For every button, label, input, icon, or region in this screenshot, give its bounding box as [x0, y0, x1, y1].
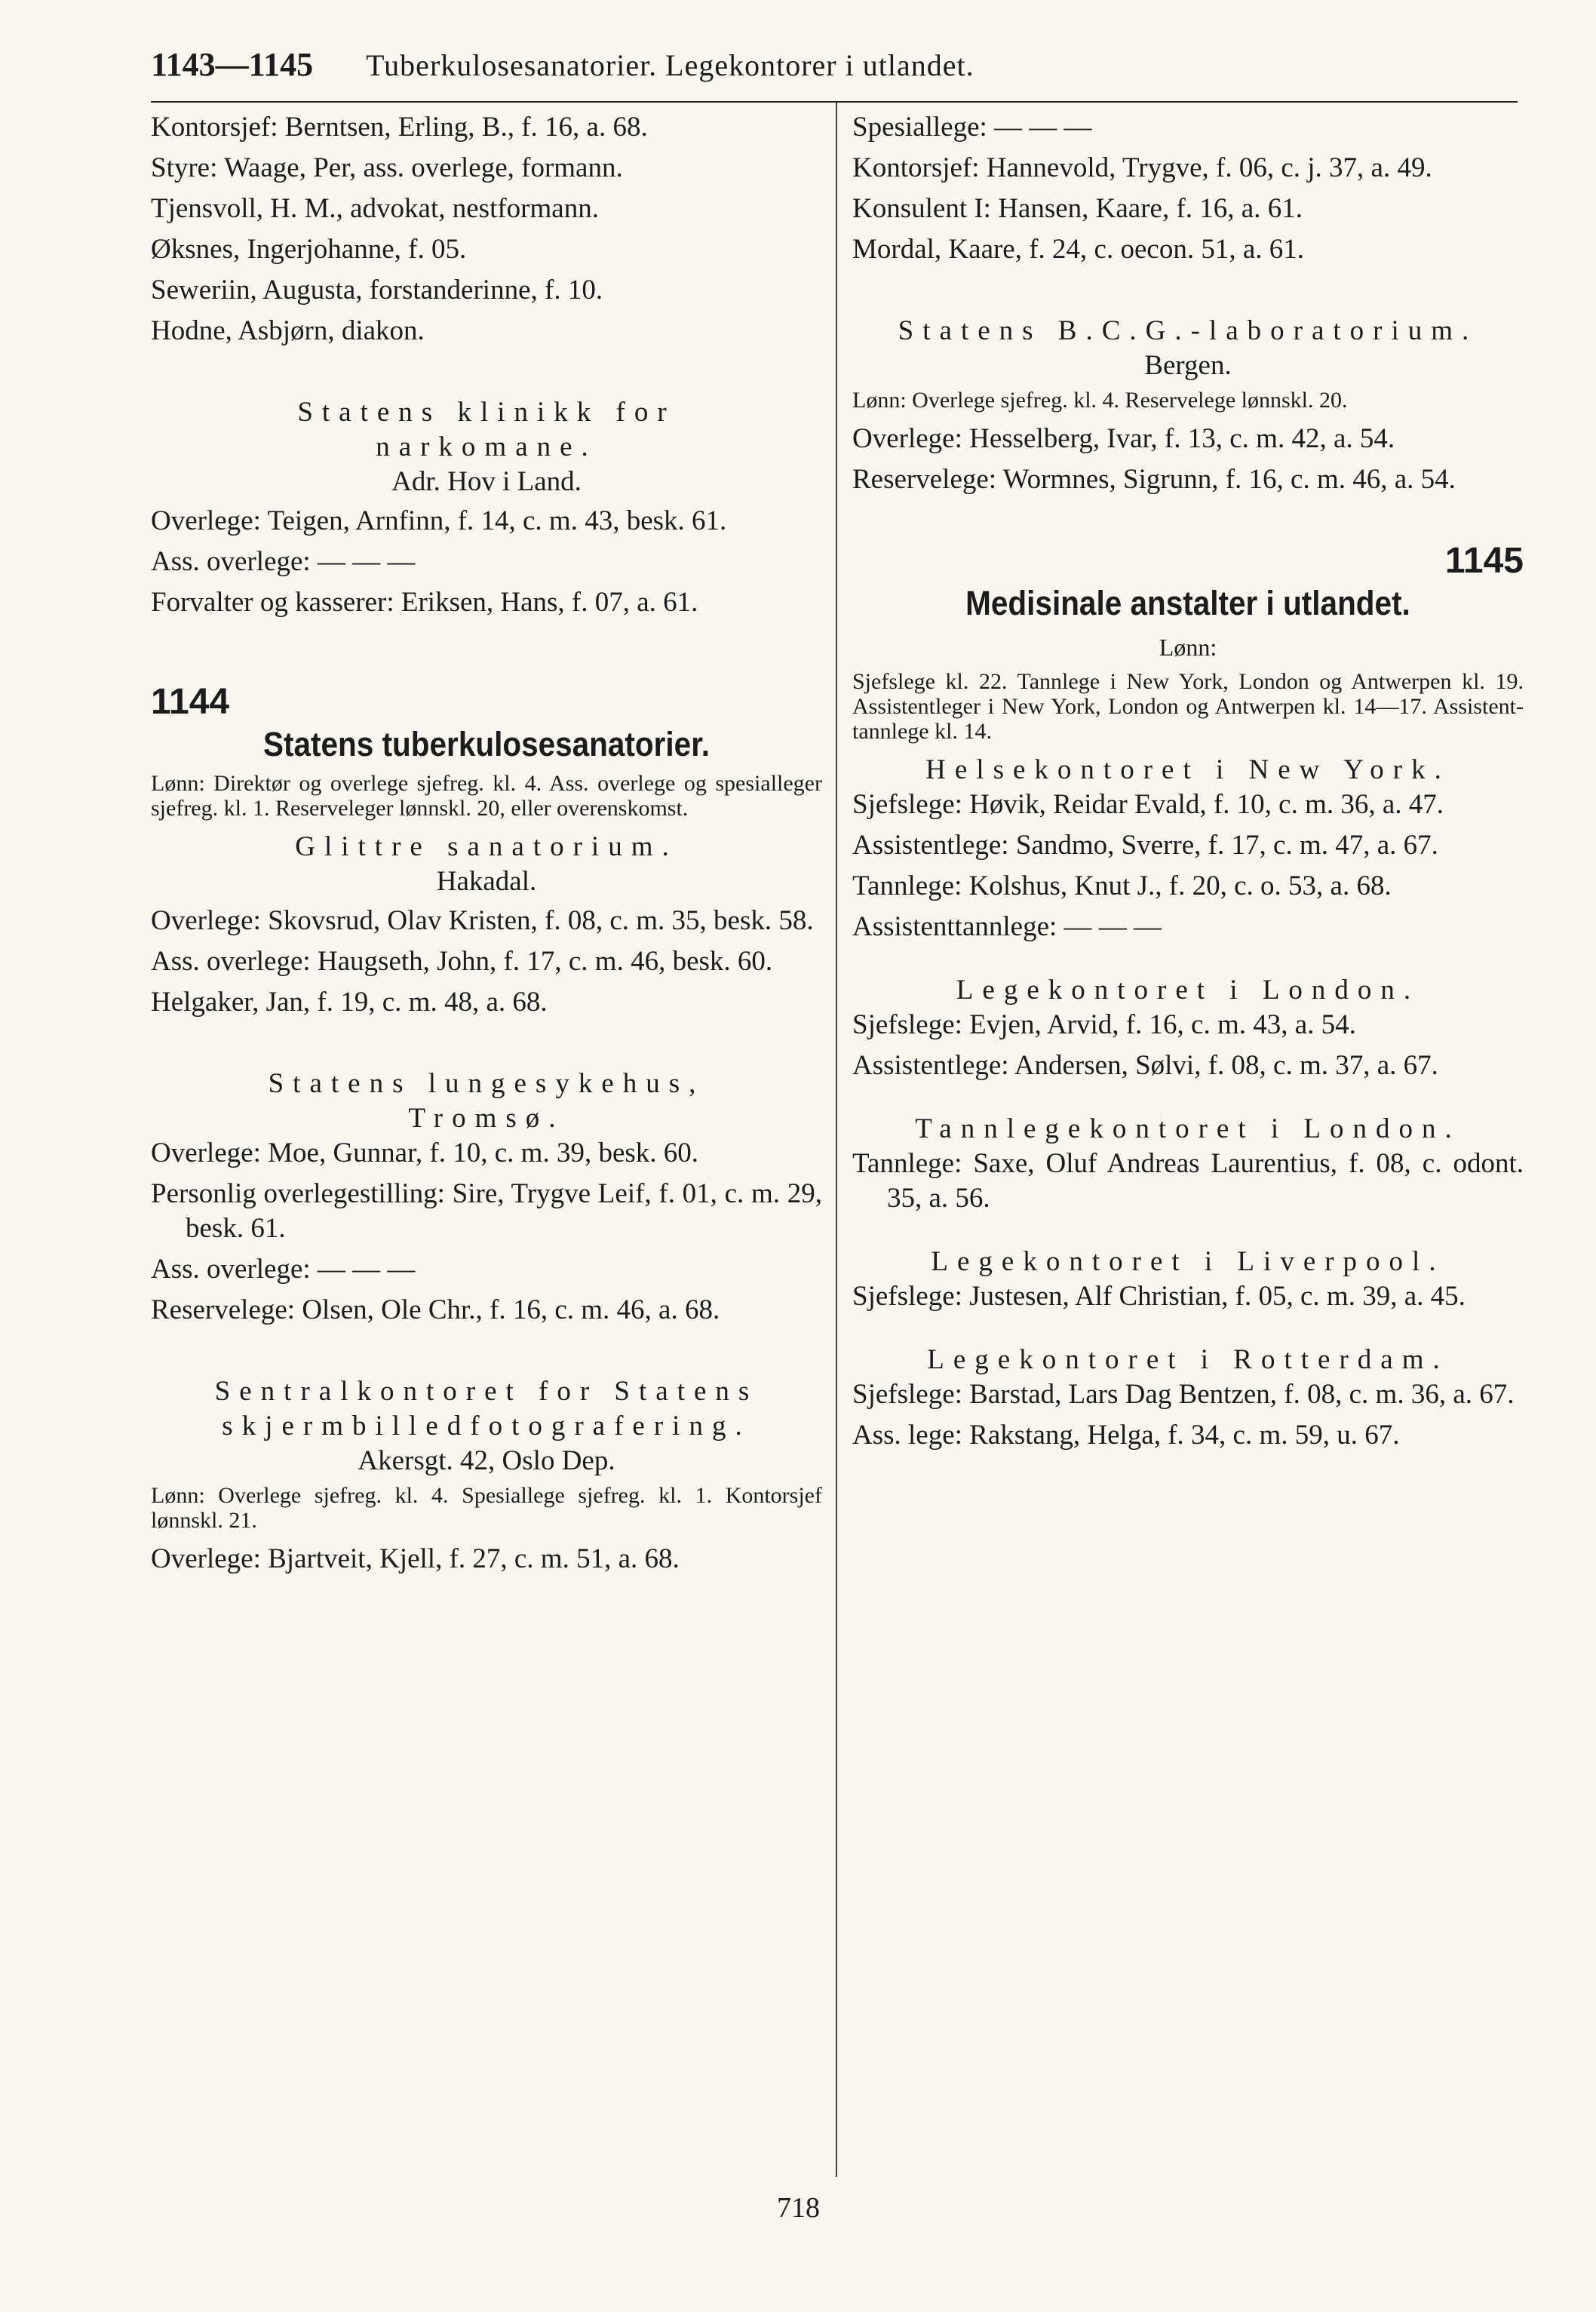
salary-heading: Lønn:: [1159, 634, 1217, 661]
salary-note: Sjefslege kl. 22. Tannlege i New York, London og Antwerpen kl. 19. Assistentleger i New York, London og Antwerpen kl. 14—17. Assistent-tannlege kl. 14.: [852, 669, 1524, 744]
entry: Reservelege: Olsen, Ole Chr., f. 16, c. m. 46, a. 68.: [151, 1294, 720, 1325]
entry: Personlig overlegestilling: Sire, Trygve Leif, f. 01, c. m. 29, besk. 61.: [151, 1178, 822, 1244]
institution-address: Hakadal.: [436, 866, 537, 897]
entry: Assistentlege: Andersen, Sølvi, f. 08, c. m. 37, a. 67.: [852, 1050, 1438, 1081]
entry: Kontorsjef: Hannevold, Trygve, f. 06, c. j. 37, a. 49.: [852, 152, 1432, 183]
section-number: 1144: [151, 682, 230, 722]
institution-address: Bergen.: [1144, 350, 1232, 381]
institution-name: skjermbilledfotografering.: [222, 1411, 751, 1442]
entry: Hodne, Asbjørn, diakon.: [151, 315, 425, 346]
institution-name: Legekontoret i London.: [956, 975, 1420, 1006]
entry: Mordal, Kaare, f. 24, c. oecon. 51, a. 61.: [852, 234, 1304, 265]
institution-name: Helsekontoret i New York.: [925, 754, 1450, 785]
entry: Seweriin, Augusta, forstanderinne, f. 10.: [151, 275, 603, 306]
entry: Tjensvoll, H. M., advokat, nestformann.: [151, 193, 599, 224]
entry: Overlege: Moe, Gunnar, f. 10, c. m. 39, besk. 60.: [151, 1138, 699, 1168]
entry: Sjefslege: Høvik, Reidar Evald, f. 10, c. m. 36, a. 47.: [852, 789, 1444, 820]
entry: Overlege: Hesselberg, Ivar, f. 13, c. m. 42, a. 54.: [852, 423, 1395, 454]
entry: Kontorsjef: Berntsen, Erling, B., f. 16, a. 68.: [151, 112, 648, 143]
entry: Sjefslege: Evjen, Arvid, f. 16, c. m. 43, a. 54.: [852, 1009, 1356, 1040]
right-column: [852, 110, 1524, 1459]
left-column: [151, 110, 822, 1583]
entry: Konsulent I: Hansen, Kaare, f. 16, a. 61.: [852, 193, 1303, 224]
entry: Overlege: Bjartveit, Kjell, f. 27, c. m. 51, a. 68.: [151, 1543, 680, 1574]
institution-name: Sentralkontoret for Statens: [214, 1376, 759, 1407]
salary-note: Lønn: Overlege sjefreg. kl. 4. Reservelege lønnskl. 20.: [852, 388, 1348, 413]
header-rule: [151, 101, 1518, 103]
institution-name: Statens B.C.G.-laboratorium.: [898, 315, 1478, 346]
salary-note: Lønn: Direktør og overlege sjefreg. kl. 4. Ass. overlege og spesialleger sjefreg. kl. 1. Reserveleger lønnskl. 20, eller overenskomst.: [151, 771, 822, 821]
section-title: Statens tuberkulosesanatorier.: [263, 725, 710, 763]
entry: Tannlege: Kolshus, Knut J., f. 20, c. o. 53, a. 68.: [852, 870, 1392, 901]
running-title: Tuberkulosesanatorier. Legekontorer i utlandet.: [366, 48, 974, 82]
institution-name: Tannlegekontoret i London.: [915, 1113, 1461, 1144]
institution-name: Legekontoret i Liverpool.: [931, 1246, 1445, 1277]
entry: Ass. lege: Rakstang, Helga, f. 34, c. m. 59, u. 67.: [852, 1420, 1400, 1451]
entry: Overlege: Skovsrud, Olav Kristen, f. 08, c. m. 35, besk. 58.: [151, 905, 814, 936]
institution-address: Akersgt. 42, Oslo Dep.: [358, 1445, 615, 1476]
section-title: Medisinale anstalter i utlandet.: [965, 584, 1410, 622]
entry: Reservelege: Wormnes, Sigrunn, f. 16, c. m. 46, a. 54.: [852, 464, 1456, 495]
column-divider: [836, 103, 837, 2177]
institution-name: Tromsø.: [408, 1103, 565, 1134]
entry: Helgaker, Jan, f. 19, c. m. 48, a. 68.: [151, 987, 548, 1018]
entry: Sjefslege: Barstad, Lars Dag Bentzen, f. 08, c. m. 36, a. 67.: [852, 1379, 1515, 1410]
entry: Øksnes, Ingerjohanne, f. 05.: [151, 234, 467, 265]
entry: Ass. overlege: — — —: [151, 546, 416, 577]
salary-note: Lønn: Overlege sjefreg. kl. 4. Spesiallege sjefreg. kl. 1. Kontorsjef lønnskl. 21.: [151, 1483, 822, 1533]
page-header: [151, 45, 1516, 84]
entry: Spesiallege: — — —: [852, 112, 1092, 143]
section-number: 1145: [1444, 541, 1524, 581]
institution-name: Statens klinikk for: [297, 397, 676, 428]
entry: Overlege: Teigen, Arnfinn, f. 14, c. m. 43, besk. 61.: [151, 505, 727, 536]
entry: Tannlege: Saxe, Oluf Andreas Laurentius, f. 08, c. odont. 35, a. 56.: [852, 1148, 1524, 1214]
institution-address: Adr. Hov i Land.: [391, 466, 582, 497]
entry: Ass. overlege: — — —: [151, 1254, 416, 1285]
institution-name: Statens lungesykehus,: [268, 1068, 705, 1099]
entry: Ass. overlege: Haugseth, John, f. 17, c. m. 46, besk. 60.: [151, 946, 773, 977]
entry: Forvalter og kasserer: Eriksen, Hans, f. 07, a. 61.: [151, 587, 698, 618]
entry: Styre: Waage, Per, ass. overlege, formann.: [151, 152, 623, 183]
entry: Assistenttannlege: — — —: [852, 911, 1162, 942]
institution-name: narkomane.: [376, 431, 597, 462]
entry: Sjefslege: Justesen, Alf Christian, f. 05, c. m. 39, a. 45.: [852, 1281, 1466, 1312]
institution-name: Glittre sanatorium.: [295, 831, 678, 862]
entry: Assistentlege: Sandmo, Sverre, f. 17, c. m. 47, a. 67.: [852, 830, 1438, 861]
institution-name: Legekontoret i Rotterdam.: [927, 1344, 1449, 1375]
section-range: 1143—1145: [151, 46, 314, 83]
page-number: 718: [777, 2192, 820, 2224]
